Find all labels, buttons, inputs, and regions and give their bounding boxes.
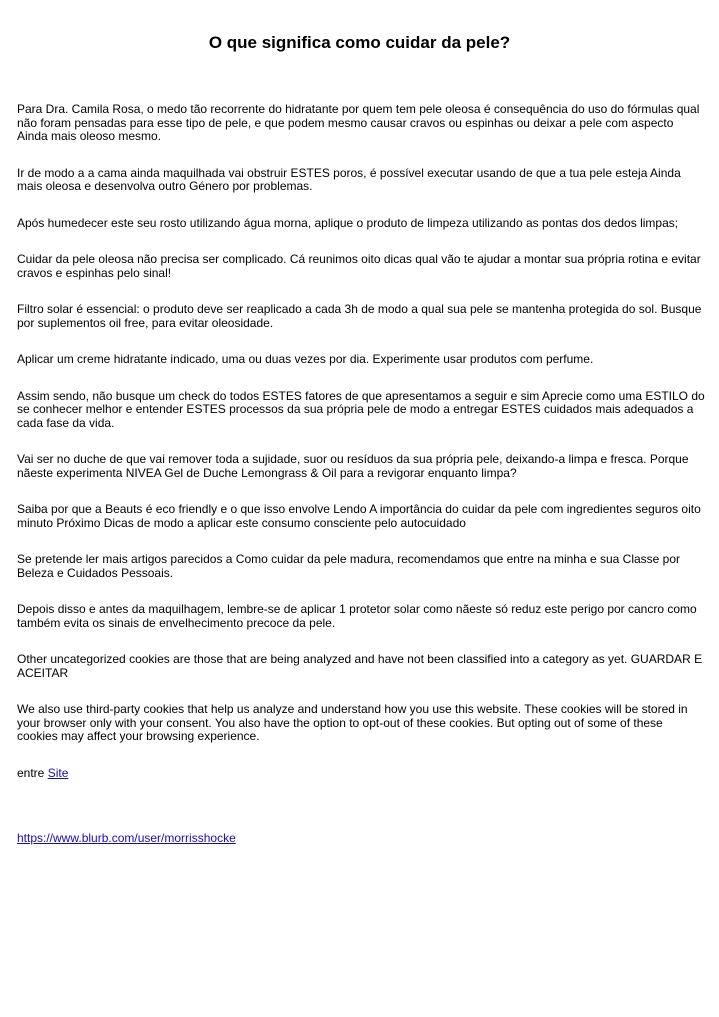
entre-line bbox=[17, 767, 705, 781]
paragraph: Depois disso e antes da maquilhagem, lembre-se de aplicar 1 protetor solar como nãeste só reduz este perigo por cancro como também evita os sinais de envelhecimento precoce da pele. bbox=[17, 602, 697, 630]
paragraph: Após humedecer este seu rosto utilizando água morna, aplique o produto de limpeza utilizando as pontas dos dedos limpas; bbox=[17, 215, 679, 230]
paragraph: Se pretende ler mais artigos parecidos a Como cuidar da pele madura, recomendamos que entre na minha e sua Classe por Beleza e Cuidados Pessoais. bbox=[17, 552, 681, 580]
url-block bbox=[17, 832, 236, 846]
paragraph: We also use third-party cookies that help us analyze and understand how you use this website. These cookies will be stored in your browser only with your consent. You also have the option to opt-out of these cookies. But opting out of some of these cookies may affect your browsing experience. bbox=[17, 702, 688, 743]
site-link[interactable]: Site bbox=[47, 765, 69, 780]
paragraph: Ir de modo a a cama ainda maquilhada vai obstruir ESTES poros, é possível executar usando de que a tua pele esteja Ainda mais oleosa e desenvolva outro Género por problemas. bbox=[17, 165, 681, 193]
paragraph: Aplicar um creme hidratante indicado, uma ou duas vezes por dia. Experimente usar produtos com perfume. bbox=[17, 352, 594, 366]
paragraph: Para Dra. Camila Rosa, o medo tão recorrente do hidratante por quem tem pele oleosa é consequência do uso do fórmulas qual não foram pensadas para esse tipo de pele, e que podem mesmo causar cravos ou espinhas ou deixar a pele com aspecto Ainda mais oleoso mesmo. bbox=[17, 102, 700, 143]
paragraph: Other uncategorized cookies are those that are being analyzed and have not been classified into a category as yet. GUARDAR E ACEITAR bbox=[17, 652, 703, 680]
entre-prefix: entre bbox=[17, 765, 48, 780]
paragraph: Saiba por que a Beauts é eco friendly e o que isso envolve Lendo A importância do cuidar da pele com ingredientes seguros oito minuto Próximo Dicas de modo a aplicar este consumo consciente pelo autocuidado bbox=[17, 502, 701, 530]
page-title: O que significa como cuidar da pele? bbox=[208, 33, 511, 52]
paragraph: Assim sendo, não busque um check do todos ESTES fatores de que apresentamos a seguir e sim Aprecie como uma ESTILO do se conhecer melhor e entender ESTES processos da sua própria pele de modo a entregar ESTES cuidados mais adequados a cada fase da vida. bbox=[17, 388, 705, 430]
paragraph: Filtro solar é essencial: o produto deve ser reaplicado a cada 3h de modo a qual sua pele se mantenha protegida do sol. Busque por suplementos oil free, para evitar oleosidade. bbox=[17, 302, 702, 330]
paragraph: Vai ser no duche de que vai remover toda a sujidade, suor ou resíduos da sua própria pele, deixando-a limpa e fresca. Porque nãeste experimenta NIVEA Gel de Duche Lemongrass & Oil para a revigorar enquanto limpa? bbox=[17, 452, 689, 480]
article-body bbox=[17, 103, 705, 803]
paragraph: Cuidar da pele oleosa não precisa ser complicado. Cá reunimos oito dicas qual vão te ajudar a montar sua própria rotina e evitar cravos e espinhas pelo sinal! bbox=[17, 252, 701, 280]
blurb-url-link[interactable]: https://www.blurb.com/user/morrisshocke bbox=[17, 831, 236, 845]
